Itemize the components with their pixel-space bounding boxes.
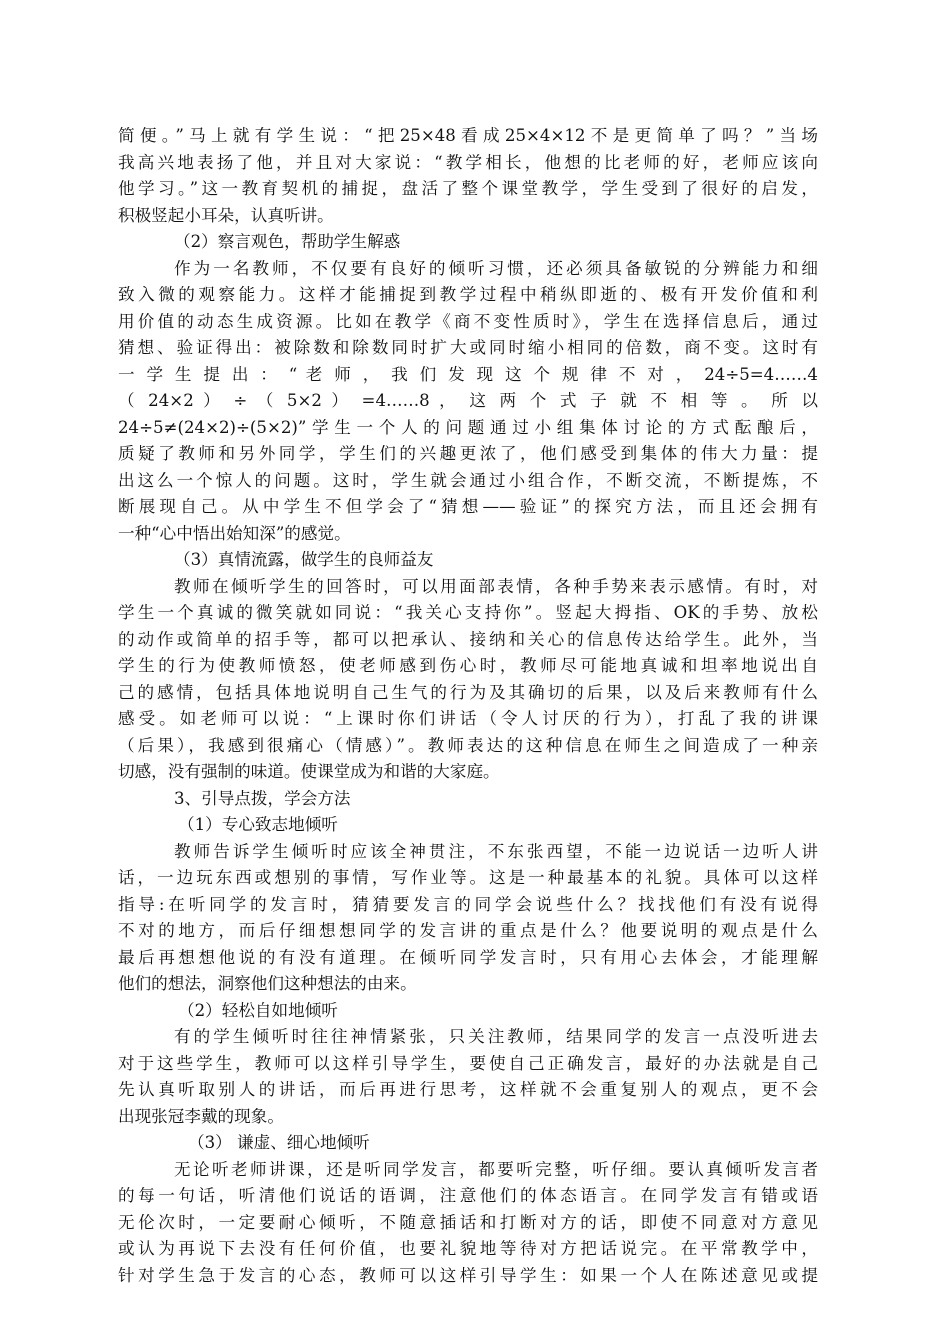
text-line: 指导:在听同学的发言时，猜猜要发言的同学会说些什么？找找他们有没有说得 [118, 894, 818, 914]
text-line: 24÷5≠(24×2)÷(5×2)”学生一个人的问题通过小组集体讨论的方式酝酿后， [118, 417, 818, 437]
text-line: （ 24×2 ） ÷ （ 5×2 ） =4……8 ， 这 两 个 式 子 就 不 相 等 。 所 以 [118, 391, 818, 410]
section-heading: （2）察言观色，帮助学生解惑 [174, 232, 401, 251]
text-line: 我高兴地表扬了他，并且对大家说：“教学相长，他想的比老师的好，老师应该向 [118, 152, 818, 172]
text-line: 学生一个真诚的微笑就如同说：“我关心支持你”。竖起大拇指、OK的手势、放松 [118, 603, 818, 622]
text-line: 积极竖起小耳朵，认真听讲。 [118, 205, 334, 225]
text-line: 学生的行为使教师愤怒，使老师感到伤心时，教师尽可能地真诚和坦率地说出自 [118, 656, 818, 675]
text-line: 无论听老师讲课，还是听同学发言，都要听完整，听仔细。要认真倾听发言者 [174, 1159, 818, 1179]
document-body [118, 123, 818, 1289]
text-line: 有的学生倾听时往往神情紧张，只关注教师，结果同学的发言一点没听进去 [174, 1027, 818, 1046]
text-line: 教师告诉学生倾听时应该全神贯注，不东张西望，不能一边说话一边听人讲 [174, 841, 818, 861]
text-line: 他学习。”这一教育契机的捕捉，盘活了整个课堂教学，学生受到了很好的启发， [118, 179, 818, 198]
text-line: 切感，没有强制的味道。使课堂成为和谐的大家庭。 [118, 762, 500, 781]
text-line: 先认真听取别人的讲话，而后再进行思考，这样就不会重复别人的观点，更不会 [118, 1080, 818, 1099]
text-line: 不对的地方，而后仔细想想同学的发言讲的重点是什么？他要说明的观点是什么 [118, 921, 818, 940]
section-heading: （2）轻松自如地倾听 [178, 1000, 338, 1020]
text-line: 己的感情，包括具体地说明自己生气的行为及其确切的后果，以及后来教师有什么 [118, 682, 818, 702]
section-heading: （3） 谦虚、细心地倾听 [188, 1133, 370, 1152]
text-line: （后果），我感到很痛心（情感）”。教师表达的这种信息在师生之间造成了一种亲 [118, 735, 818, 755]
text-line: 对于这些学生，教师可以这样引导学生，要使自己正确发言，最好的办法就是自己 [118, 1053, 818, 1073]
text-line: 的动作或简单的招手等，都可以把承认、接纳和关心的信息传达给学生。此外，当 [118, 629, 818, 649]
text-line: 用价值的动态生成资源。比如在教学《商不变性质时》，学生在选择信息后，通过 [118, 311, 818, 331]
text-line: 的每一句话，听清他们说话的语调，注意他们的体态语言。在同学发言有错或语 [118, 1186, 818, 1205]
text-line: 作为一名教师，不仅要有良好的倾听习惯，还必须具备敏锐的分辨能力和细 [174, 258, 818, 278]
section-heading: 3、引导点拨，学会方法 [174, 788, 351, 808]
text-line: 感受。如老师可以说：“上课时你们讲话（令人讨厌的行为），打乱了我的讲课 [118, 709, 818, 728]
text-line: 最后再想想他说的有没有道理。在倾听同学发言时，只有用心去体会，才能理解 [118, 947, 818, 967]
text-line: 无伦次时，一定要耐心倾听，不随意插话和打断对方的话，即使不同意对方意见 [118, 1212, 818, 1232]
section-heading: （1）专心致志地倾听 [178, 815, 338, 834]
text-line: 他们的想法，洞察他们这种想法的由来。 [118, 974, 417, 993]
text-line: 致入微的观察能力。这样才能捕捉到教学过程中稍纵即逝的、极有开发价值和利 [118, 285, 818, 304]
text-line: 简便。”马上就有学生说：“把25×48看成25×4×12不是更简单了吗？”当场 [118, 126, 818, 145]
text-line: 教师在倾听学生的回答时，可以用面部表情，各种手势来表示感情。有时，对 [174, 576, 818, 596]
text-line: 质疑了教师和另外同学，学生们的兴趣更浓了，他们感受到集体的伟大力量：提 [118, 444, 818, 463]
text-line: 出现张冠李戴的现象。 [118, 1106, 284, 1126]
text-line: 出这么一个惊人的问题。这时，学生就会通过小组合作，不断交流，不断提炼，不 [118, 470, 818, 490]
section-heading: （3）真情流露，做学生的良师益友 [174, 550, 434, 569]
text-line: 或认为再说下去没有任何价值，也要礼貌地等待对方把话说完。在平常教学中， [118, 1239, 818, 1258]
text-line: 针对学生急于发言的心态，教师可以这样引导学生：如果一个人在陈述意见或提 [118, 1265, 818, 1285]
text-line: 一种“心中悟出始知深”的感觉。 [118, 523, 351, 543]
text-line: 一 学 生 提 出 ： “ 老 师 ， 我 们 发 现 这 个 规 律 不 对 ， 24÷5=4……4 [118, 364, 818, 384]
text-line: 断展现自己。从中学生不但学会了“猜想——验证”的探究方法，而且还会拥有 [118, 497, 818, 516]
text-line: 猜想、验证得出：被除数和除数同时扩大或同时缩小相同的倍数，商不变。这时有 [118, 338, 818, 357]
text-line: 话，一边玩东西或想别的事情，写作业等。这是一种最基本的礼貌。具体可以这样 [118, 868, 818, 887]
